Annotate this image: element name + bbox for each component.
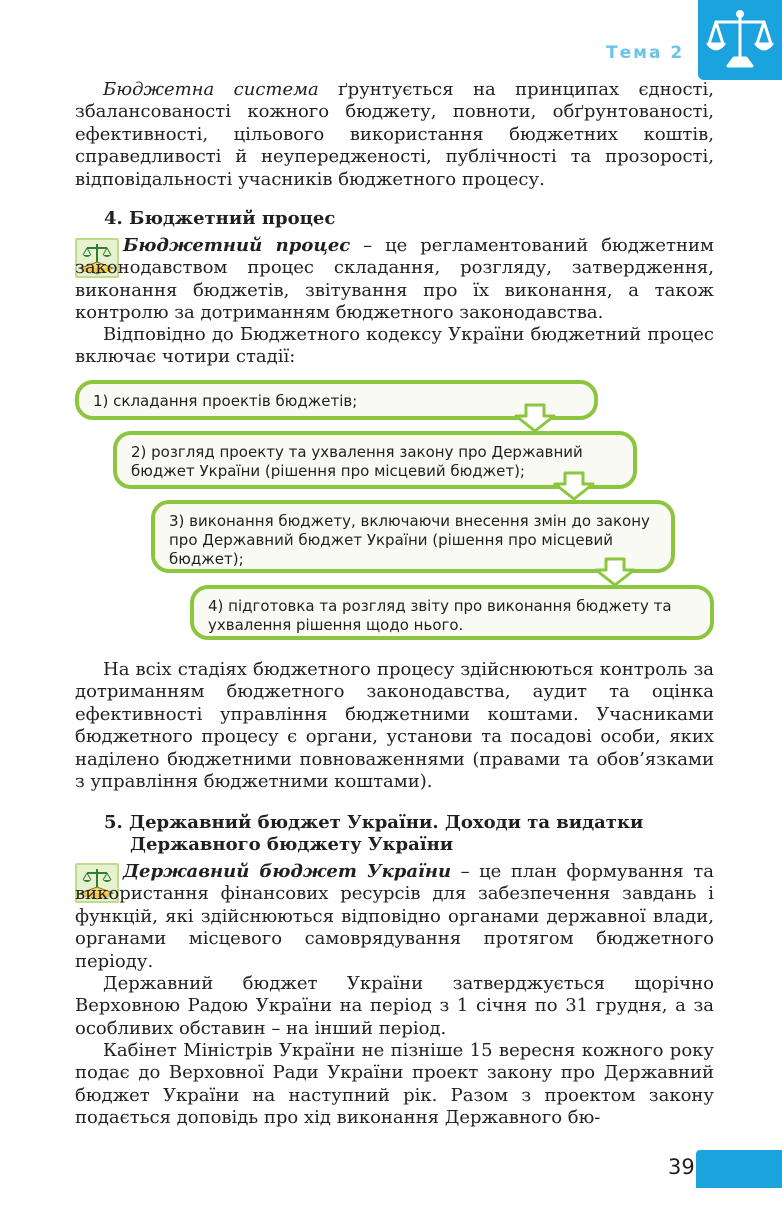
definition-term: Державний бюджет України [123,861,452,882]
section-5-heading [104,812,643,857]
stage-2-box: 2) розгляд проекту та ухвалення закону про Державний бюджет України (рішення про місцевий бюджет); [113,431,637,489]
stage-1-box: 1) складання проектів бюджетів; [75,380,598,420]
page-number: 39 [668,1155,695,1179]
down-arrow-icon [593,557,637,587]
section-4-heading: 4. Бюджетний процес [104,208,336,229]
section-5-definition [75,861,714,973]
down-arrow-icon [513,403,557,433]
section-4-closing-paragraph: На всіх стадіях бюджетного процесу здійснюються контроль за дотриманням бюджетного законодавства, аудит та оцінка ефективності управління бюджетними коштами. Учасниками бюджетного процесу є органи, установи та посадові особи, яких наділено бюджетними повноваженнями (правами та обов’язками з управління бюджетними коштами). [75,659,714,793]
scales-of-justice-icon [706,8,774,72]
section-5-paragraph-1: Державний бюджет України затверджується щорічно Верховною Радою України на період з 1 січня по 31 грудня, а за особливих обставин – на інший період. [75,973,714,1039]
stages-lead-in: Відповідно до Бюджетного кодексу України бюджетний процес включає чотири стадії: [75,324,714,368]
section-5-heading-line-2: Державного бюджету України [130,834,454,856]
topic-label: Тема 2 [606,43,685,63]
intro-text: ґрунтується на принципах єдності, збалансованості кожного бюджету, повноти, обґрунтованості, ефективності, цільового використання бюджетних коштів, справедливості й неупередженості, публічності та прозорості, відповідальності учасників бюджетного процесу. [75,79,714,190]
stage-3-box: 3) виконання бюджету, включаючи внесення змін до закону про Державний бюджет України (рішення про місцевий бюджет); [151,500,675,573]
intro-term: Бюджетна система [103,79,319,100]
intro-paragraph [75,79,714,191]
stage-4-box: 4) підготовка та розгляд звіту про виконання бюджету та ухвалення рішення щодо нього. [190,585,714,640]
section-5-paragraph-2: Кабінет Міністрів України не пізніше 15 вересня кожного року подає до Верховної Ради України проект закону про Державний бюджет України на наступний рік. Разом з проектом закону подається доповідь про хід виконання Державного бю- [75,1040,714,1129]
down-arrow-icon [552,471,596,501]
definition-text: – це регламентований бюджетним законодавством процес складання, розгляду, затвердження, виконання бюджетів, звітування про їх виконання, а також контролю за дотриманням бюджетного законодавства. [75,235,714,324]
definition-term: Бюджетний процес [123,235,351,256]
section-5-heading-line-1: 5. Державний бюджет України. Доходи та видатки [104,812,644,833]
section-4-definition [75,235,714,325]
definition-text: – це план формування та використання фінансових ресурсів для забезпечення завдань і функцій, які здійснюються відповідно органами державної влади, органами місцевого самоврядування протягом бюджетного періоду. [75,861,714,972]
waves-icon [698,1150,732,1188]
